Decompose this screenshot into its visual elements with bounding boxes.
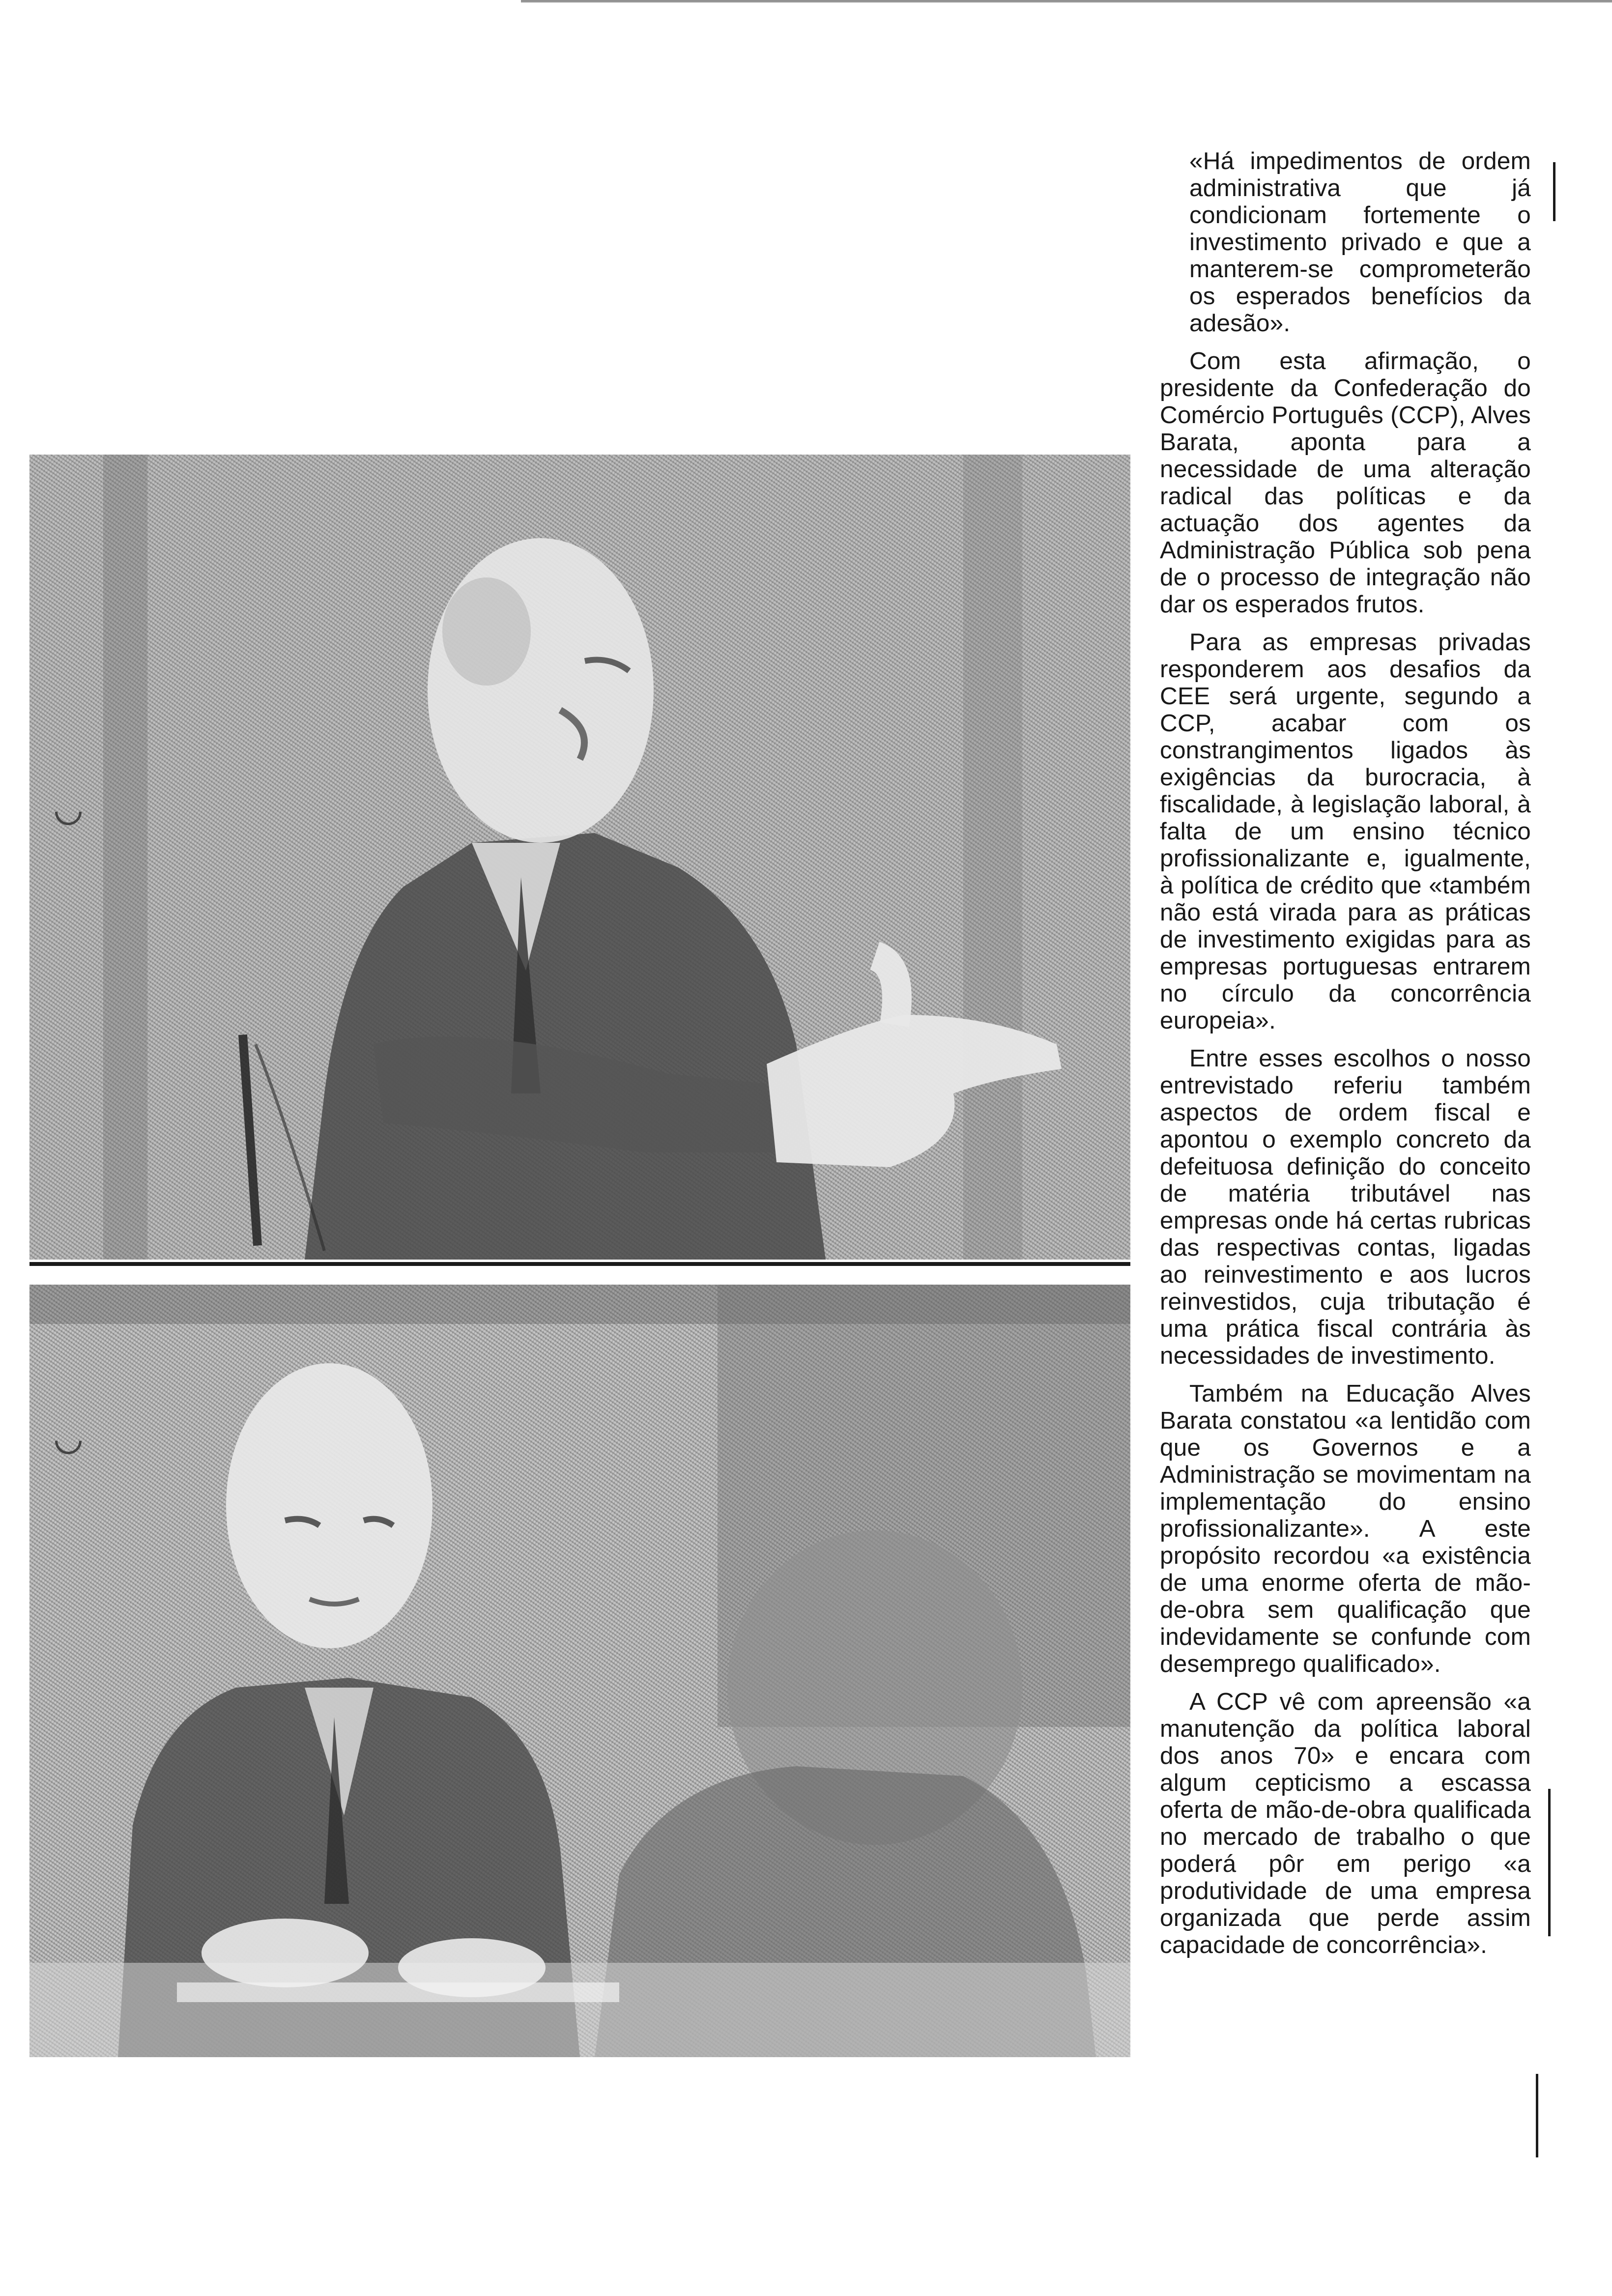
margin-rule: [1536, 2074, 1538, 2157]
photo-interview-table: [29, 1285, 1130, 2057]
margin-rule: [1553, 162, 1555, 221]
article-text-column: [1160, 147, 1531, 2162]
margin-rule: [1548, 1789, 1551, 1936]
page-top-edge: [521, 0, 1612, 5]
photo-divider: [29, 1262, 1130, 1266]
article-paragraph: Para as empresas privadas responderem aos desafios da CEE será urgente, segundo a CCP, acabar com os constrangimentos ligados às exigências da burocracia, à fiscalidade, à legislação laboral, à falta de um ensino técnico profissionalizante e, igualmente, à política de crédito que «também não está virada para as práticas de investimento exigidas para as empresas portuguesas entrarem no círculo da concorrência europeia».: [1160, 629, 1531, 1034]
article-paragraph: Entre esses escolhos o nosso entrevistado referiu também aspectos de ordem fiscal e apontou o exemplo concreto da defeituosa definição do conceito de matéria tributável nas empresas onde há certas rubricas das respectivas contas, ligadas ao reinvestimento e aos lucros reinvestidos, cuja tributação é uma prática fiscal contrária às necessidades de investimento.: [1160, 1045, 1531, 1369]
photo-interview-table-drawing: [29, 1285, 1130, 2057]
article-paragraph: A CCP vê com apreensão «a manutenção da política laboral dos anos 70» e encara com algum cepticismo a escassa oferta de mão-de-obra qualificada no mercado de trabalho o que poderá pôr em perigo «a produtividade de uma empresa organizada que perde assim capacidade de concorrência».: [1160, 1688, 1531, 1958]
article-paragraph: Também na Educação Alves Barata constatou «a lentidão com que os Governos e a Administração se movimentam na implementação do ensino profissionalizante». A este propósito recordou «a existência de uma enorme oferta de mão-de-obra sem qualificação que indevidamente se confunde com desemprego qualificado».: [1160, 1380, 1531, 1677]
photo-speaker-gesturing-drawing: [29, 455, 1130, 1260]
photo-speaker-gesturing: [29, 455, 1130, 1260]
article-paragraph: «Há impedimentos de ordem administrativa que já condicionam fortemente o investimento privado e que a manterem-se comprometerão os esperados benefícios da adesão».: [1189, 147, 1531, 337]
article-paragraph: Com esta afirmação, o presidente da Confederação do Comércio Português (CCP), Alves Barata, aponta para a necessidade de uma alteração radical das políticas e da actuação dos agentes da Administração Pública sob pena de o processo de integração não dar os esperados frutos.: [1160, 347, 1531, 618]
